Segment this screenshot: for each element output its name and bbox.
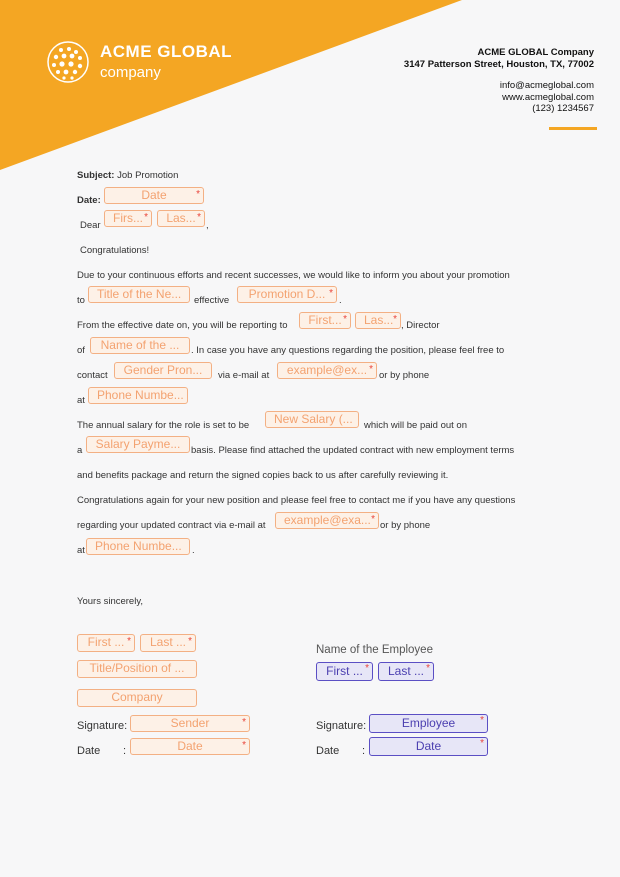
required-marker: * xyxy=(371,514,375,525)
required-marker: * xyxy=(369,364,373,375)
phone-placeholder: Phone Numbe... xyxy=(97,388,184,402)
date-label: Date: xyxy=(77,195,101,206)
sender-title-placeholder: Title/Position of ... xyxy=(89,661,185,675)
logo-name: ACME GLOBAL xyxy=(100,42,233,61)
new-salary-placeholder: New Salary (... xyxy=(274,412,353,426)
new-salary-field[interactable] xyxy=(265,411,359,428)
paragraph3-basis: basis. Please find attached the updated contract with new employment terms xyxy=(191,445,515,456)
new-title-field[interactable] xyxy=(88,286,190,303)
department-field[interactable] xyxy=(90,337,190,354)
required-marker: * xyxy=(127,636,131,647)
employee-last-name-field[interactable] xyxy=(378,662,434,681)
company-address: 3147 Patterson Street, Houston, TX, 77002 xyxy=(403,59,594,70)
employee-signature-label: Signature: xyxy=(316,720,367,732)
congratulations: Congratulations! xyxy=(80,245,150,256)
salary-payment-placeholder: Salary Payme... xyxy=(95,437,181,451)
manager-last-placeholder: Las... xyxy=(364,313,394,327)
required-marker: * xyxy=(196,189,200,200)
manager-first-placeholder: First... xyxy=(308,313,342,327)
subject-line xyxy=(77,170,178,181)
employee-heading: Name of the Employee xyxy=(316,644,433,656)
email-field[interactable] xyxy=(277,362,377,379)
required-marker: * xyxy=(242,717,246,728)
sender-date-placeholder: Date xyxy=(177,739,203,753)
sender-company-placeholder: Company xyxy=(111,690,163,704)
phone2-placeholder: Phone Numbe... xyxy=(95,539,182,553)
paragraph2-of: of xyxy=(77,345,85,356)
required-marker: * xyxy=(343,314,347,325)
paragraph1-period: . xyxy=(339,295,342,306)
salutation: Dear xyxy=(80,220,101,231)
employee-date-placeholder: Date xyxy=(415,739,442,753)
required-marker: * xyxy=(365,663,369,674)
employee-last-placeholder: Last ... xyxy=(387,664,425,678)
paragraph4-or-phone: or by phone xyxy=(380,520,431,531)
accent-divider xyxy=(549,127,597,130)
sender-date-colon: : xyxy=(123,745,127,757)
sender-last-name-field[interactable] xyxy=(140,634,196,652)
closing: Yours sincerely, xyxy=(77,596,144,607)
required-marker: * xyxy=(144,212,148,223)
employee-signature-placeholder: Employee xyxy=(401,716,456,730)
email2-placeholder: example@exa... xyxy=(284,513,371,527)
paragraph3-a: a xyxy=(77,445,83,456)
required-marker: * xyxy=(393,314,397,325)
last-name-field[interactable] xyxy=(157,210,205,227)
company-website: www.acmeglobal.com xyxy=(502,91,594,103)
required-marker: * xyxy=(426,663,430,674)
paragraph3-line3: and benefits package and return the signed copies back to us after carefully reviewing it. xyxy=(77,470,449,481)
paragraph4-line2: regarding your updated contract via e-mail at xyxy=(77,520,266,531)
paragraph2-questions: . In case you have any questions regarding the position, please feel free to xyxy=(191,345,505,356)
employee-date-field[interactable] xyxy=(369,737,488,756)
company-block xyxy=(404,47,594,71)
promotion-date-placeholder: Promotion D... xyxy=(248,287,326,301)
paragraph3-line1: The annual salary for the role is set to be xyxy=(77,420,250,431)
required-marker: * xyxy=(188,636,192,647)
phone-field[interactable] xyxy=(88,387,188,404)
paragraph1-to: to xyxy=(77,295,85,306)
sender-date-field[interactable] xyxy=(130,738,250,755)
last-name-placeholder: Las... xyxy=(166,211,196,225)
first-name-placeholder: Firs... xyxy=(113,211,143,225)
employee-first-name-field[interactable] xyxy=(316,662,373,681)
sender-signature-field[interactable] xyxy=(130,715,250,732)
sender-title-field[interactable] xyxy=(77,660,197,678)
paragraph3-paid: which will be paid out on xyxy=(364,420,467,431)
required-marker: * xyxy=(480,738,484,749)
date-field-placeholder: Date xyxy=(141,188,167,202)
required-marker: * xyxy=(242,740,246,751)
paragraph2-line1: From the effective date on, you will be reporting to xyxy=(77,320,288,331)
email-placeholder: example@ex... xyxy=(286,363,368,377)
date-field[interactable] xyxy=(104,187,204,204)
subject-label: Subject: xyxy=(77,170,115,181)
new-title-placeholder: Title of the Ne... xyxy=(97,287,182,301)
manager-first-name-field[interactable] xyxy=(299,312,351,329)
subject-value: Job Promotion xyxy=(117,170,179,181)
employee-signature-field[interactable] xyxy=(369,714,488,733)
paragraph2-via-email: via e-mail at xyxy=(218,370,270,381)
paragraph4-at: at xyxy=(77,545,85,556)
first-name-field[interactable] xyxy=(104,210,152,227)
paragraph1-line1: Due to your continuous efforts and recent successes, we would like to inform you about your promotion xyxy=(77,270,510,281)
globe-logo-icon xyxy=(46,40,90,84)
sender-first-placeholder: First ... xyxy=(87,635,125,649)
salary-payment-field[interactable] xyxy=(86,436,190,453)
company-name: ACME GLOBAL Company xyxy=(477,47,594,58)
company-email: info@acmeglobal.com xyxy=(499,80,594,91)
paragraph2-director: , Director xyxy=(401,320,440,331)
logo-subtitle: company xyxy=(100,64,161,81)
promotion-date-field[interactable] xyxy=(237,286,337,303)
employee-date-colon: : xyxy=(362,745,366,757)
employee-date-label: Date xyxy=(316,745,340,757)
sender-date-label: Date xyxy=(77,745,101,757)
sender-company-field[interactable] xyxy=(77,689,197,707)
sender-signature-label: Signature: xyxy=(77,720,128,732)
paragraph2-at: at xyxy=(77,395,85,406)
paragraph4-period: . xyxy=(192,545,195,556)
manager-last-name-field[interactable] xyxy=(355,312,401,329)
sender-last-placeholder: Last ... xyxy=(149,635,187,649)
required-marker: * xyxy=(329,288,333,299)
paragraph1-effective: effective xyxy=(194,295,230,306)
phone2-field[interactable] xyxy=(86,538,190,555)
required-marker: * xyxy=(480,715,484,726)
required-marker: * xyxy=(197,212,201,223)
contact-block xyxy=(500,80,594,115)
paragraph2-contact: contact xyxy=(77,370,108,381)
department-placeholder: Name of the ... xyxy=(100,338,180,352)
gender-pronoun-placeholder: Gender Pron... xyxy=(123,363,203,377)
employee-first-placeholder: First ... xyxy=(326,664,363,678)
gender-pronoun-field[interactable] xyxy=(114,362,212,379)
paragraph4-line1: Congratulations again for your new position and please feel free to contact me if you have any questions xyxy=(77,495,516,506)
sender-first-name-field[interactable] xyxy=(77,634,135,652)
salutation-comma: , xyxy=(206,220,209,231)
sender-signature-placeholder: Sender xyxy=(170,716,210,730)
paragraph2-or-phone: or by phone xyxy=(379,370,430,381)
email2-field[interactable] xyxy=(275,512,379,529)
company-phone: (123) 1234567 xyxy=(532,103,594,114)
